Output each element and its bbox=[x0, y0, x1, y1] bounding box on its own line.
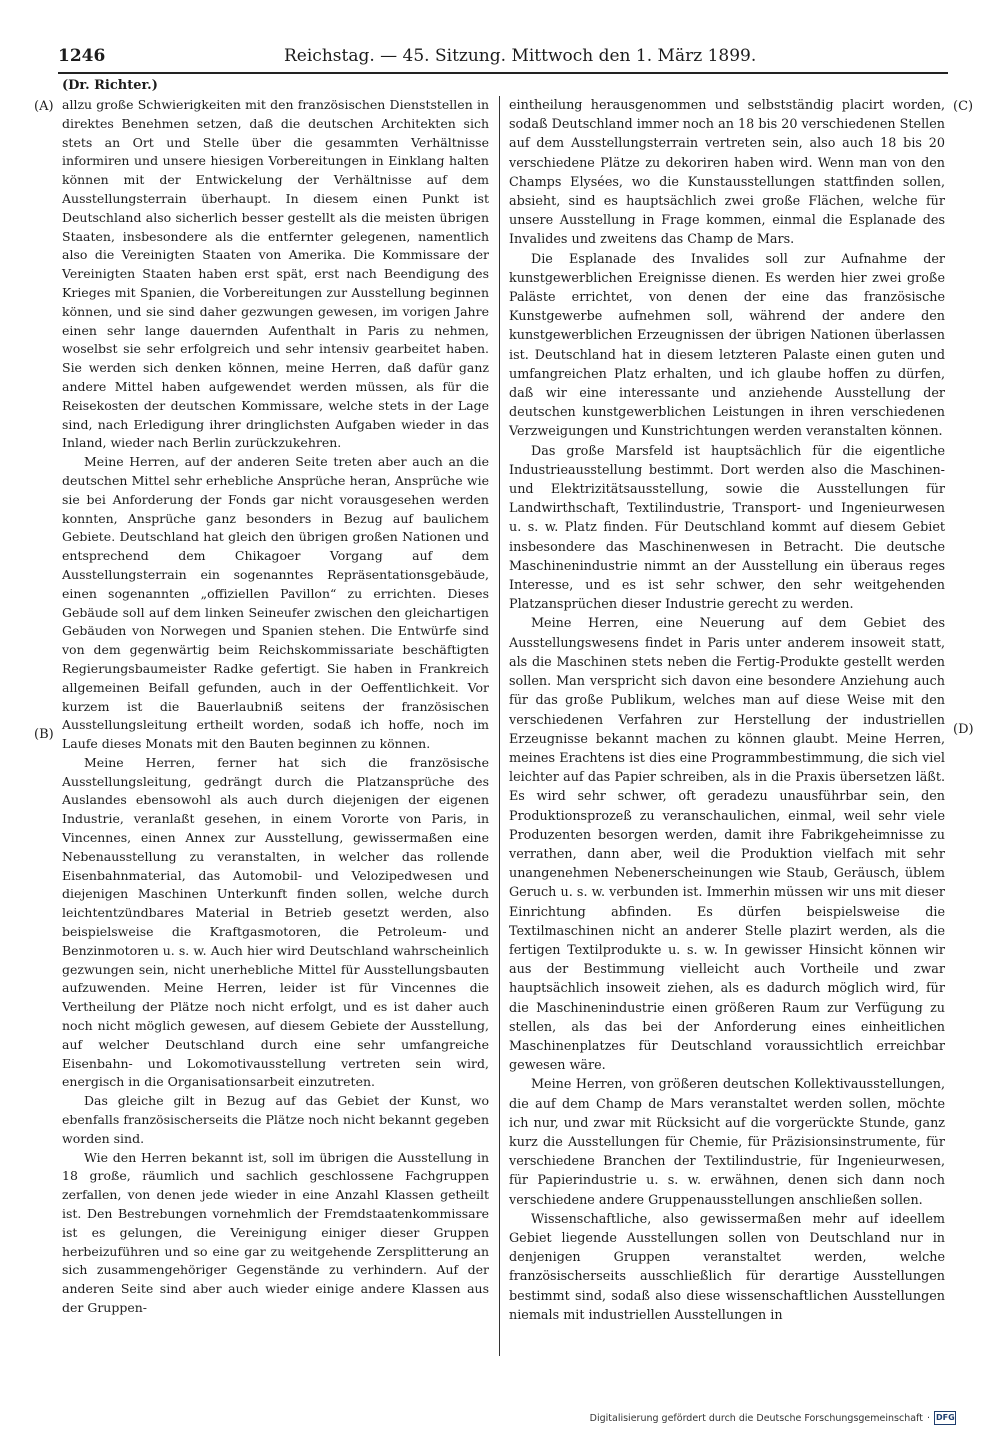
margin-marker-c: (C) bbox=[953, 99, 974, 114]
paragraph: eintheilung herausgenommen und selbstständig placirt worden, sodaß Deutschland immer noch an 18 bis 20 verschiedenen Stellen auf dem Ausstellungsterrain vertreten sein, also auch 18 bis 20 verschiedene Plätze zu dekoriren haben wird. Wenn man von den Champs Elysées, wo die Kunstausstellungen stattfinden sollen, absieht, sind es hauptsächlich zwei große Flächen, welche für unsere Ausstellung in Frage kommen, einmal die Esplanade des Invalides und zweitens das Champ de Mars. bbox=[509, 98, 945, 248]
paragraph: Das gleiche gilt in Bezug auf das Gebiet der Kunst, wo ebenfalls französischerseits die Plätze noch nicht bekannt gegeben worden sind. bbox=[62, 1093, 489, 1146]
paragraph: Wissenschaftliche, also gewissermaßen mehr auf ideellem Gebiet liegende Ausstellungen sollen von Deutschland nur in denjenigen Gruppen veranstaltet werden, welche französischerseits ausschließlich für derartige Ausstellungen bestimmt sind, sodaß also diese wissenschaftlichen Ausstellungen niemals mit industriellen Ausstellungen in bbox=[509, 1211, 945, 1323]
speaker-label: (Dr. Richter.) bbox=[62, 78, 158, 93]
paragraph: Meine Herren, ferner hat sich die französische Ausstellungsleitung, gedrängt durch die Platzansprüche des Auslandes ebensowohl als auch durch diejenigen der eigenen Industrie, veranlaßt gesehen, in einem Vororte von Paris, in Vincennes, einen Annex zur Ausstellung, gewissermaßen eine Nebenausstellung zu veranstalten, in welcher das rollende Eisenbahnmaterial, das Automobil- und Velozipedwesen und diejenigen Maschinen Unterkunft finden sollen, welche durch leichtentzündbares Material in Betrieb gesetzt werden, also beispielsweise die Kraftgasmotoren, die Petroleum- und Benzinmotoren u. s. w. Auch hier wird Deutschland wahrscheinlich gezwungen sein, nicht unerhebliche Mittel für Ausstellungsbauten aufzuwenden. Meine Herren, leider ist für Vincennes die Vertheilung der Plätze noch nicht erfolgt, und es ist daher auch noch nicht möglich gewesen, auf diesem Gebiete der Ausstellung, auf welcher Deutschland durch eine sehr umfangreiche Eisenbahn- und Lokomotivausstellung vertreten sein wird, energisch in die Organisationsarbeit einzutreten. bbox=[62, 754, 489, 1090]
column-divider bbox=[499, 96, 500, 1356]
footer-credit-text: Digitalisierung gefördert durch die Deutsche Forschungsgemeinschaft bbox=[589, 1412, 923, 1424]
paragraph: Meine Herren, eine Neuerung auf dem Gebiet des Ausstellungswesens findet in Paris unter anderem insoweit statt, als die Maschinen stets neben die Fertig-Produkte gestellt werden sollen. Man verspricht sich davon eine besondere Anziehung auch für das große Publikum, welches man auf diese Weise mit den verschiedenen Verfahren zur Herstellung der industriellen Erzeugnisse bekannt machen zu können glaubt. Meine Herren, meines Erachtens ist dies eine Programmbestimmung, die sich viel leichter auf das Papier schreiben, als in die Praxis übersetzen läßt. Es wird sehr schwer, oft geradezu unausführbar sein, den Produktionsprozeß zu veranschaulichen, einmal, weil sehr viele Produzenten besorgen werden, damit ihre Fabrikgeheimnisse zu verrathen, dann aber, weil die Produktion vielfach mit sehr unangenehmen Nebenerscheinungen wie Staub, Geräusch, üblem Geruch u. s. w. verbunden ist. Immerhin müssen wir uns mit dieser Einrichtung abfinden. Es dürfen beispielsweise die Textilmaschinen nicht an anderer Stelle plazirt werden, als die fertigen Textilprodukte u. s. w. In gewisser Hinsicht können wir aus der Bestimmung vielleicht auch Vortheile und zwar hauptsächlich insoweit ziehen, als es dadurch möglich wird, für die Maschinenindustrie einen größeren Raum zur Verfügung zu stellen, als das bei der Anforderung eines einheitlichen Maschinenplatzes für Deutschland voraussichtlich erreichbar gewesen wäre. bbox=[509, 616, 945, 1074]
margin-marker-b: (B) bbox=[34, 727, 54, 742]
footer-credit: Digitalisierung gefördert durch die Deutsche Forschungsgemeinschaft · DFG bbox=[589, 1412, 955, 1424]
margin-marker-d: (D) bbox=[953, 722, 974, 737]
page-number: 1246 bbox=[58, 46, 106, 66]
text-column-left bbox=[62, 96, 489, 1318]
page-header bbox=[58, 46, 948, 72]
paragraph: Wie den Herren bekannt ist, soll im übrigen die Ausstellung in 18 große, räumlich und sachlich geschlossene Fachgruppen zerfallen, von denen jede wieder in eine Anzahl Klassen getheilt ist. Den Bestrebungen vornehmlich der Fremdstaatenkommissare ist es gelungen, die Vereinigung einiger dieser Gruppen herbeizuführen und so eine gar zu weitgehende Zersplitterung an sich zusammengehöriger Gegenstände zu verhindern. Auf der anderen Seite sind aber auch wieder einige andere Klassen aus der Gruppen- bbox=[62, 1149, 489, 1315]
running-title: Reichstag. — 45. Sitzung. Mittwoch den 1. März 1899. bbox=[284, 46, 757, 66]
header-rule bbox=[58, 72, 948, 74]
paragraph: Das große Marsfeld ist hauptsächlich für die eigentliche Industrieausstellung bestimmt. Dort werden also die Maschinen- und Elektrizitätsausstellung, sowie die Ausstellungen für Landwirthschaft, Textilindustrie, Transport- und Ingenieurwesen u. s. w. Platz finden. Für Deutschland kommt auf diesem Gebiet insbesondere das Maschinenwesen in Betracht. Die deutsche Maschinenindustrie nimmt an der Ausstellung ein überaus reges Interesse, und es ist sehr schwer, den sehr weitgehenden Platzansprüchen dieser Industrie gerecht zu werden. bbox=[509, 443, 945, 613]
paragraph: Meine Herren, auf der anderen Seite treten aber auch an die deutschen Mittel sehr erhebliche Ansprüche heran, Ansprüche wie sie bei Anforderung der Fonds gar nicht vorausgesehen werden konnten, Ansprüche ganz besonders in Bezug auf baulichem Gebiete. Deutschland hat gleich den übrigen großen Nationen und entsprechend dem Chikagoer Vorgang auf dem Ausstellungsterrain ein sogenanntes Repräsentationsgebäude, einen sogenannten „offiziellen Pavillon“ zu errichten. Dieses Gebäude soll auf dem linken Seineufer zwischen den gleichartigen Gebäuden von Norwegen und Spanien stehen. Die Entwürfe sind von dem gegenwärtig beim Reichskommissariate beschäftigten Regierungsbaumeister Radke gefertigt. Sie haben in Frankreich allgemeinen Beifall gefunden, auch in der Oeffentlichkeit. Vor kurzem ist die Bauerlaubniß seitens der französischen Ausstellungsleitung ertheilt worden, sodaß ich hoffe, noch im Laufe dieses Monats mit den Bauten beginnen zu können. bbox=[62, 454, 489, 752]
paragraph: Die Esplanade des Invalides soll zur Aufnahme der kunstgewerblichen Ereignisse dienen. Es werden hier zwei große Paläste errichtet, von denen der eine das französische Kunstgewerbe aufnehmen soll, während der andere den kunstgewerblichen Erzeugnissen der übrigen Nationen überlassen ist. Deutschland hat in diesem letzteren Palaste einen guten und umfangreichen Platz erhalten, und ich glaube hoffen zu dürfen, daß wir eine interessante und anziehende Ausstellung der deutschen kunstgewerblichen Leistungen in ihren verschiedenen Verzweigungen und Kunstrichtungen werden veranstalten können. bbox=[509, 251, 945, 440]
text-column-right bbox=[509, 96, 945, 1325]
margin-marker-a: (A) bbox=[34, 99, 54, 114]
paragraph: allzu große Schwierigkeiten mit den französischen Dienststellen in direktes Benehmen setzen, daß die deutschen Architekten sich stets an Ort und Stelle über die gesammten Verhältnisse informiren und unsere hiesigen Vorbereitungen in Einklang halten können mit der Entwickelung der Verhältnisse auf dem Ausstellungsterrain überhaupt. In diesem einen Punkt ist Deutschland also sicherlich besser gestellt als die meisten übrigen Staaten, insbesondere als die entfernter gelegenen, namentlich also die Vereinigten Staaten von Amerika. Die Kommissare der Vereinigten Staaten haben erst spät, erst nach Beendigung des Krieges mit Spanien, die Vorbereitungen zur Ausstellung beginnen können, und sie sind daher gezwungen gewesen, im vorigen Jahre einen sehr lange dauernden Aufenthalt in Paris zu nehmen, woselbst sie sehr erfolgreich und sehr intensiv gearbeitet haben. Sie werden sich denken können, meine Herren, daß dafür ganz andere Mittel haben aufgewendet werden müssen, als für die Reisekosten der deutschen Kommissare, welche stets in der Lage sind, nach Erledigung ihrer dringlichsten Aufgaben wieder in das Inland, wieder nach Berlin zurückzukehren. bbox=[62, 97, 489, 451]
paragraph: Meine Herren, von größeren deutschen Kollektivausstellungen, die auf dem Champ de Mars veranstaltet werden sollen, möchte ich nur, und zwar mit Rücksicht auf die vorgerückte Stunde, ganz kurz die Ausstellungen für Chemie, für Präzisionsinstrumente, für verschiedene Branchen der Textilindustrie, für Ingenieurwesen, für Papierindustrie u. s. w. erwähnen, denen sich dann noch verschiedene andere Gruppenausstellungen anschließen sollen. bbox=[509, 1077, 945, 1208]
dfg-logo-icon: DFG bbox=[934, 1411, 956, 1425]
